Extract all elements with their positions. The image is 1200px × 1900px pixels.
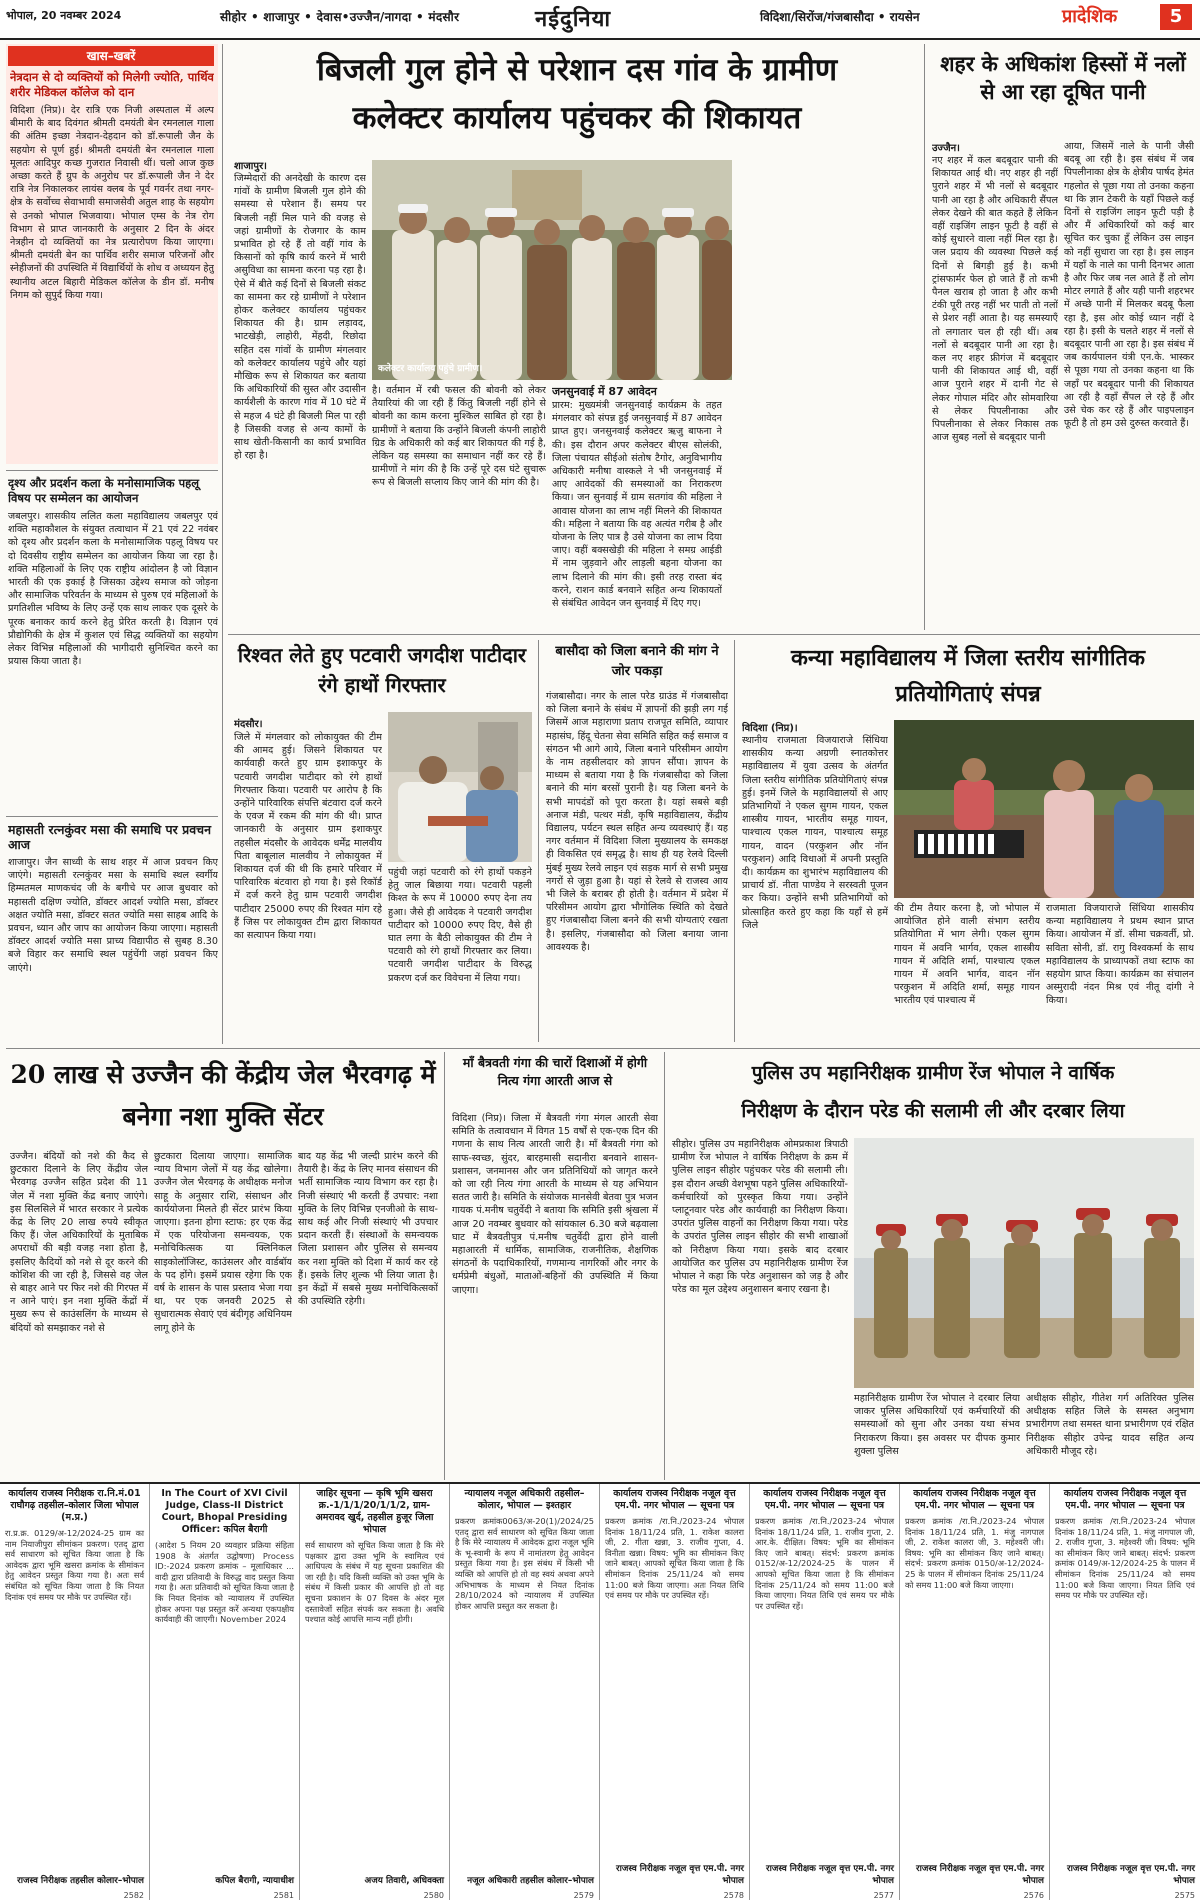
dirty-water-headline: शहर के अधिकांश हिस्सों में नलों से आ रहा दूषित पानी (940, 51, 1186, 104)
column-rule (538, 640, 539, 1042)
jail-col1: उज्जैन। बंदियों को नशे की कैद से छुटकारा दिलाने के लिए केंद्रीय जेल भैरवगढ़ उज्जैन सहित प्रदेश की 11 जेल में नशा मुक्ति केंद्र बनाए जाएंगे। इस सिलसिले में भारत सरकार ने प्रत्येक केंद्र के लिए 20 लाख रुपये स्वीकृत किए हैं। जेल अधिकारियों के मुताबिक अपराधों की बड़ी वजह नशा होता है, इसलिए कैदियों को नशे से दूर करने की कोशिश की जा रही है, जिससे वह जेल से बाहर आने पर फिर नशे की गिरफ्त में न आने पाएं। इन नशा मुक्ति केंद्रों में मुख्य रूप से काउंसलिंग के माध्यम से बंदियों को समझाकर नशे से (10, 1151, 148, 1334)
notice-card: जाहिर सूचना — कृषि भूमि खसरा क्र.-1/1/1/20/1/1/2, ग्राम-अमरावद खुर्द, तहसील हुजूर जिला भोपाल सर्व साधारण को सूचित किया जाता है कि मेरे पक्षकार द्वारा उक्त भूमि के स्वामित्व एवं आधिपत्य के संबंध में यह सूचना प्रकाशित की जा रही है। यदि किसी व्यक्ति को उक्त भूमि के संबंध में किसी प्रकार की आपत्ति हो तो वह सूचना प्रकाशन के 07 दिवस के अंदर मूल दस्तावेजों सहित संपर्क कर सकता है। अवधि पश्चात कोई आपत्ति मान्य नहीं होगी। अजय तिवारी, अधिवक्ता 2580 (300, 1484, 450, 1900)
jansunwai-story (552, 384, 722, 629)
jail-headline: 20 लाख से उज्जैन की केंद्रीय जेल भैरवगढ़ में बनेगा नशा मुक्ति सेंटर (10, 1060, 436, 1131)
jail-col2: छुटकारा दिलाया जाएगा। सामाजिक न्याय विभाग जेलों में यह केंद्र खोलेगा। उज्जैन जेल भैरवगढ़ के अधीक्षक मनोज साहू के अनुसार राशि, संसाधन और कार्ययोजना मिलते ही सेंटर प्रारंभ किया जाएगा। इतना होगा स्टाफ: हर एक केंद्र में एक परियोजना समन्वयक, एक मनोचिकित्सक या क्लिनिकल साइकोलॉजिस्ट, काउंसलर और वार्डबॉय के पद होंगे। इसमें प्रयास रहेगा कि एक वर्ष के शासन के पास प्रस्ताव भेजा गया था, पर एक जनवरी 2025 से सुधारात्मक सेवाएं एवं बंदीगृह अधिनियम लागू होने के (154, 1151, 292, 1334)
jail-col3: बाद यह केंद्र भी जल्दी प्रारंभ करने की तैयारी है। केंद्र के लिए मानव संसाधन की भर्ती सामाजिक न्याय विभाग कर रहा है। निजी संस्थाएं भी करती हैं उपचार: नशा मुक्ति के लिए विभिन्न एनजीओ के साथ-साथ कई और निजी संस्थाएं भी उपचार प्रदान करती हैं। संस्थाओं के समन्वयक जिला प्रशासन और पुलिस से समन्वय कर नशा मुक्ति को दिशा में कार्य कर रहे हैं। इसके लिए शुल्क भी लिया जाता है। इन केंद्रों में सबसे मुख्य मनोचिकित्सकों की उपस्थिति रहेगी। (298, 1151, 438, 1308)
column-rule (734, 640, 735, 1042)
edition-cities-left: सीहोर • शाजापुर • देवास•उज्जैन/नागदा • मंदसौर (220, 10, 460, 24)
conference-body: जबलपुर। शासकीय ललित कला महाविद्यालय जबलपुर एवं शक्ति महाकौशल के संयुक्त तत्वाधान में 21 एवं 22 नवंबर को दृश्य और प्रदर्शन कला के मनोसामाजिक पहलू विषय पर दो दिवसीय राष्ट्रीय सम्मेलन का आयोजन किया जा रहा है। शक्ति महिलाओं के लिए एक राष्ट्रीय आंदोलन है जो विज्ञान भारती की एक इकाई है जिसका उद्देश्य समाज को जोड़ना और सामाजिक परिवर्तन के माध्यम से पुरुष एवं महिलाओं के प्रगतिशील भविष्य के लिए उन्हें एक साथ लाकर एक दूसरे के पूरक बनाकर कार्य करने हेतु प्रेरित करती है। विज्ञान एवं प्रौद्योगिकी के क्षेत्र में कुशल एवं सिद्ध व्यक्तियों का सहयोग लेकर विभिन्न महिलाओं की भागीदारी सुनिश्चित करने का प्रयास किया जाता है। (8, 511, 218, 668)
college-headline: कन्या महाविद्यालय में जिला स्तरीय सांगीतिक प्रतियोगिताएं संपन्न (791, 645, 1145, 707)
divider (6, 470, 218, 471)
college-col1: विदिशा (निप्र)। स्थानीय राजमाता विजयाराजे सिंधिया शासकीय कन्या अग्रणी स्नातकोत्तर महाविद्यालय में युवा उत्सव के अंतर्गत जिला स्तरीय सांगीतिक प्रतियोगिताएं संपन्न हुई। इनमें जिले के महाविद्यालयों से आए प्रतिभागियों ने एकल सुगम गायन, एकल शास्त्रीय गायन, भारतीय समूह गायन, पाश्चात्य एकल गायन, पाश्चात्य समूह गायन, वादन (परकुशन और नॉन परकुशन) आदि विधाओं में अपनी प्रस्तुति दी। कार्यक्रम का शुभारंभ महाविद्यालय की प्राचार्य डॉ. नीता पाण्डेय ने सरस्वती पूजन कर किया। उन्होंने सभी प्रतिभागियों को प्रोत्साहित करते हुए कहा कि यहाँ से हमें जिले (742, 723, 888, 931)
notice-card: कार्यालय राजस्व निरीक्षक रा.नि.मं.01 राघौगढ़ तहसील–कोलार जिला भोपाल (म.प्र.) रा.प्र.क्र. 0129/अ-12/2024-25 ग्राम का नाम नियाजीपुरा सीमांकन प्रकरण। एतद् द्वारा सर्व साधारण को सूचित किया जाता है कि आवेदक द्वारा भूमि खसरा क्रमांक के सीमांकन हेतु आवेदन प्रस्तुत किया गया है। अतः सर्व संबंधित को सूचित किया जाता है कि नियत दिनांक एवं समय पर मौके पर उपस्थित रहें। राजस्व निरीक्षक तहसील कोलार–भोपाल 2582 (0, 1484, 150, 1900)
conference-headline: दृश्य और प्रदर्शन कला के मनोसामाजिक पहलू विषय पर सम्मेलन का आयोजन (8, 476, 200, 505)
khas-khabren-tag: खास–खबरें (8, 46, 214, 66)
police-col3: अधीक्षक सीहोर, गीतेश गर्ग अतिरिक्त पुलिस अधीक्षक सहित जिले के समस्त अनुभाग प्रभारीगण तथा समस्त थाना प्रभारीगण एवं रक्षित निरीक्षक सीहोर उपेन्द्र यादव सहित अन्य अधिकारी मौजूद रहे। (1026, 1393, 1194, 1457)
police-col2: महानिरीक्षक ग्रामीण रेंज भोपाल ने दरबार लिया जाकर पुलिस अधिकारियों एवं कर्मचारियों की समस्याओं को सुना और उनका यथा संभव निराकरण किया। इस अवसर पर दीपक कुमार शुक्ला पुलिस (854, 1393, 1020, 1457)
divider (6, 1048, 1200, 1049)
dirty-water-col2: आया, जिसमें नाले के पानी जैसी बदबू आ रही है। इस संबंध में जब पिपलीनाका क्षेत्र के क्षेत्रीय पार्षद हेमंत गहलोत से पूछा गया तो उनका कहना था कि ज्ञान टेकरी के यहाँ पिछले कई दिनों से राइजिंग लाइन फूटी पड़ी है और मैं अधिकारियों को कई बार सूचित कर चुका हूँ लेकिन उस लाइन को नहीं सुधारा जा रहा है। इस लाइन में यहाँ के नाले का पानी दिनभर आता है और फिर जब नल आते हैं तो लोग मोटर लगाते हैं और यही पानी शहरभर में अच्छे पानी में मिलकर बदबू फैला रहा है, इस ओर कोई ध्यान नहीं दे रहा है। इसी के चलते शहर में नलों से बदबूदार पानी आ रहा है। इस संबंध में जब कार्यपालन यंत्री एन.के. भास्कर से पूछा गया तो उनका कहना था कि जहाँ पर बदबूदार पानी की शिकायत आ रही है वहाँ सैंपल ले रहे हैं और उसे चेक कर रहे हैं और पाइपलाइन फूटी है तो हम उसे दुरुस्त करवाते हैं। (1064, 141, 1194, 430)
column-rule (444, 1052, 445, 1480)
page-header (0, 0, 1200, 40)
column-rule (924, 44, 925, 630)
divider (6, 816, 218, 817)
column-rule (664, 1052, 665, 1480)
patwari-arrest-photo (388, 712, 532, 862)
classified-notices (0, 1482, 1200, 1900)
issue-date: भोपाल, 20 नवम्बर 2024 (6, 9, 122, 22)
basoda-headline: बासौदा को जिला बनाने की मांग ने जोर पकड़ा (555, 644, 719, 679)
lead-body-col2: है। वर्तमान में रबी फसल की बोवनी को लेकर तैयारियां की जा रही हैं किंतु बिजली नहीं होने से बोवनी का काम करना मुश्किल साबित हो रहा है। ग्रामीणों ने बताया कि उन्होंने बिजली कंपनी लाहोरी ग्रिड के अधिकारी को कई बार शिकायत की गई है, लेकिन यह समस्या का समाधान नहीं कर रहे हैं। ग्रामीणों ने मांग की है कि उन्हें पूरे दस घंटे सुचारू रूप से बिजली सप्लाय किए जाने की मांग की है। (372, 385, 546, 489)
bribe-headline: रिश्वत लेते हुए पटवारी जगदीश पाटीदार रंगे हाथों गिरफ्तार (237, 643, 527, 697)
college-col3: राजमाता विजयाराजे सिंधिया शासकीय कन्या महाविद्यालय ने प्रथम स्थान प्राप्त किया। आयोजन में डॉ. सीमा चक्रवर्ती, प्रो. सविता सोनी, डॉ. रागु विश्वकर्मा के साथ महाविद्यालय के प्राध्यापकों तथा स्टाफ का सहयोग प्राप्त किया। कार्यक्रम का संचालन अस्मुरादी नंदन मिश्र एवं नीतू दांगी ने किया। (1046, 903, 1194, 1007)
pravachan-body: शाजापुर। जैन साध्वी के साथ शहर में आज प्रवचन किए जाएंगे। महासती रत्नकुंवर मसा के समाधि स्थल स्वर्गीय हिम्मतमल माणकचंद जी के बगीचे पर आज बुधवार को महासती दक्षिण ज्योति, डॉक्टर आदर्श ज्योति मसा, डॉक्टर अक्षत ज्योति मसा, डॉक्टर सतत ज्योति मसा साहब आदि के प्रवचन, ध्यान और जाप का आयोजन किया जाएगा। महासती डॉक्टर आदर्श ज्योति मसा प्राच्य विद्यापीठ से सुबह 8.30 बजे विहार कर समाधि स्थल पहुंचेंगी जहां प्रवचन किए जाएंगे। (8, 857, 218, 974)
edition-cities-right: विदिशा/सिरोंज/गंजबासौदा • रायसेन (760, 10, 920, 24)
notice-card: In The Court of XVI Civil Judge, Class-II District Court, Bhopal Presiding Officer: कपिल बैरागी (आदेश 5 नियम 20 व्यवहार प्रक्रिया संहिता 1908 के अंतर्गत उद्घोषणा) Process ID:-2024 प्रकरण क्रमांक – मूलाधिकार ... वादी द्वारा प्रतिवादी के विरुद्ध वाद प्रस्तुत किया गया है। अतः प्रतिवादी को सूचित किया जाता है कि नियत दिनांक को न्यायालय में उपस्थित होकर अपना पक्ष प्रस्तुत करें अन्यथा एकपक्षीय कार्यवाही की जाएगी। November 2024 कपिल बैरागी, न्यायाधीश 2581 (150, 1484, 300, 1900)
divider (228, 634, 1200, 635)
dirty-water-col1: उज्जैन। नए शहर में कल बदबूदार पानी की शिकायत आई थी। नए शहर ही नहीं पुराने शहर में भी नलों से बदबूदार पानी आ रहा है और अधिकारी सैंपल लेकर देखने की बात कहते हैं लेकिन वहीं राइजिंग लाइन फूटी है वहीं से कोई सुधारने वाला नहीं मिल रहा है। जल प्रदाय की व्यवस्था पिछले कई दिनों से बिगड़ी हुई है। कभी ट्रांसफार्मर फेल हो जाते हैं तो कभी पैनल खराब हो जाता है और कभी टंकी पूरी तरह नहीं भर पाती तो नलों से प्रेशर नहीं आता है। यह समस्याएँ तो लगातार चल ही रही थीं। अब नलों से बदबूदार पानी आ रहा है। कल नए शहर फ्रीगंज में बदबूदार पानी की शिकायत आई थी, वहीं आज पुराने शहर में दानी गेट से लेकर गोपाल मंदिर और सोमवारिया से लेकर पिपलीनाका और पिपलीनाका से लेकर निकास तक आज सुबह नलों से बदबूदार पानी (932, 143, 1058, 444)
column-rule (222, 44, 223, 1044)
notice-card: कार्यालय राजस्व निरीक्षक नजूल वृत्त एम.पी. नगर भोपाल — सूचना पत्र प्रकरण क्रमांक /रा.नि./2023-24 भोपाल दिनांक 18/11/24 प्रति, 1. राजीव गुप्ता, 2. आर.के. दीक्षित। विषय: भूमि का सीमांकन किए जाने बाबत्। संदर्भ: प्रकरण क्रमांक 0152/अ-12/2024-25 के पालन में आपको सूचित किया जाता है कि सीमांकन दिनांक 25/11/24 को समय 11:00 बजे किया जाएगा। नियत तिथि एवं समय पर मौके पर उपस्थित रहें। राजस्व निरीक्षक नजूल वृत्त एम.पी. नगर भोपाल 2577 (750, 1484, 900, 1900)
pravachan-story (8, 822, 218, 1037)
notice-card: कार्यालय राजस्व निरीक्षक नजूल वृत्त एम.पी. नगर भोपाल — सूचना पत्र प्रकरण क्रमांक /रा.नि./2023-24 भोपाल दिनांक 18/11/24 प्रति, 1. राकेश कालरा जी, 2. गीता खन्ना, 3. राजीव गुप्ता, 4. विनीता खन्ना। विषय: भूमि का सीमांकन किए जाने बाबत्। आपको सूचित किया जाता है कि सीमांकन दिनांक 25/11/24 को समय 11:00 बजे किया जाएगा। अतः नियत तिथि एवं समय पर मौके पर उपस्थित रहें। राजस्व निरीक्षक नजूल वृत्त एम.पी. नगर भोपाल 2578 (600, 1484, 750, 1900)
college-col2: की टीम तैयार करना है, जो भोपाल में आयोजित होने वाली संभाग स्तरीय प्रतियोगिता में भाग लेगी। एकल सुगम गायन में अवनि भार्गव, एकल शास्त्रीय गायन में अदिति शर्मा, पाश्चात्य एकल गायन में अवनि भार्गव, वादन नॉन परकुशन में अदिति शर्मा, समूह गायन भारतीय एवं पाश्चात्य में (894, 903, 1040, 1007)
eye-donation-story (10, 70, 214, 462)
lead-headline: बिजली गुल होने से परेशान दस गांव के ग्रामीण कलेक्टर कार्यालय पहुंचकर की शिकायत (316, 52, 838, 136)
ganga-headline: माँ बैत्रवती गंगा की चारों दिशाओं में होगी नित्य गंगा आरती आज से (462, 1055, 648, 1088)
section-name: प्रादेशिक (1062, 6, 1118, 27)
conference-story (8, 476, 218, 806)
basoda-body: गंजबासौदा। नगर के लाल परेड ग्राउंड में गंजबासौदा को जिला बनाने के संबंध में ज्ञापनों की झड़ी लग गई जिसमें आज महाराणा प्रताप राजपूत समिति, व्यापार महासंघ, हिंदू चेतना सेवा समिति सहित कई समाज व संगठन भी आगे आये, जिला बनाने परिसीमन आयोग के नाम तहसीलदार को ज्ञापन सौंपा। ज्ञापन के माध्यम से बताया गया है कि गंजबासौदा को जिला बनाने की मांग बरसों पुरानी है। यह जिला बनने के सभी मापदंडों को पूरा करता है। यहां सबसे बड़ी अनाज मंडी, पत्थर मंडी, कृषि महाविद्यालय, केंद्रीय विद्यालय, पर्यटन स्थल सहित अन्य व्यवस्थाएं हैं। यह नगर वर्तमान में विदिशा जिला मुख्यालय के समकक्ष ही विकसित एवं समृद्ध है। साथ ही यह रेलवे दिल्ली मुंबई मुख्य रेलवे लाइन एवं सड़क मार्ग से सभी प्रमुख नगरों से जुड़ा हुआ है। यहां से रेलवे से राजस्व आय भी जिले के बराबर ही होती है। वर्तमान में प्रदेश में परिसीमन आयोग द्वारा भौगोलिक स्थिति को देखते हुए गंजबासौदा जिला बनने की सभी योग्यताएं रखता है। इसलिए, गंजबासौदा को जिला बनाया जाना आवश्यक है। (546, 691, 728, 953)
eye-donation-body: विदिशा (निप्र)। देर रात्रि एक निजी अस्पताल में अल्प बीमारी के बाद दिवंगत श्रीमती दमयंती बेन रमनलाल गाला की अंतिम इच्छा नेत्रदान-देहदान को डॉ.रूपाली जैन के सहयोग से पूर्ण हुई। श्रीमती दमयंती बेन रमनलाल गाला मूलतः आदिपुर कच्छ गुजरात निवासी थीं। चलो आज कुछ अच्छा करते हैं ग्रुप के अनुरोध पर डॉ.रूपाली जैन ने देर रात्रि नेत्र निकालकर लायंस क्लब के पूर्व गवर्नर तथा नगर-क्षेत्र के सर्वोच्च सेवाभावी समाजसेवी अतुल शाह के सहयोग से उनको भोपाल भिजवाया। भोपाल एम्स के नेत्र रोग विभाग से प्राप्त जानकारी के अनुसार 2 दिन के अंदर नेत्रहीन दो व्यक्तियों का नेत्र प्रत्यारोपण किया जाएगा। श्रीमती दमयंती बेन का पार्थिव शरीर समाज परिजनों और स्नेहीजनों की उपस्थिति में विद्यार्थियों के शोध व अध्ययन हेतु स्थानीय अटल बिहारी मेडिकल कॉलेज के डीन डॉ. मनीष निगम को सुपुर्द किया गया। (10, 105, 214, 301)
villagers-photo-caption: कलेक्टर कार्यालय पहुंचे ग्रामीण। (378, 364, 483, 374)
police-col1: सीहोर। पुलिस उप महानिरीक्षक ओमप्रकाश त्रिपाठी ग्रामीण रेंज भोपाल ने वार्षिक निरीक्षण के क्रम में पुलिस लाइन सीहोर पहुंचकर परेड की सलामी ली। इस दौरान अच्छी वेशभूषा पहने पुलिस अधिकारियों-कर्मचारियों को पुरस्कृत किया गया। उन्होंने प्लाटूनवार परेड और कार्यवाही का निरीक्षण किया। उपरांत पुलिस वाहनों का निरीक्षण किया गया। परेड के उपरांत पुलिस लाइन सीहोर की सभी शाखाओं को निरीक्षण किया गया। इसके बाद दरबार आयोजित कर पुलिस उप महानिरीक्षक ग्रामीण रेंज भोपाल ने कहा कि परेड अनुशासन को जड़ है और परेड का मूल उद्देश्य अनुशासन बनाए रखना है। (672, 1139, 848, 1296)
police-headline: पुलिस उप महानिरीक्षक ग्रामीण रेंज भोपाल ने वार्षिक निरीक्षण के दौरान परेड की सलामी ली और दरबार लिया (741, 1062, 1125, 1122)
police-parade-photo (854, 1138, 1194, 1388)
notice-card: न्यायालय नजूल अधिकारी तहसील–कोलार, भोपाल — इश्तहार प्रकरण क्रमांक0063/अ-20(1)/2024/25 एतद् द्वारा सर्व साधारण को सूचित किया जाता है कि मेरे न्यायालय में आवेदक द्वारा नजूल भूमि के भू-स्वामी के रूप में नामांतरण हेतु आवेदन प्रस्तुत किया गया है। इस संबंध में किसी भी व्यक्ति को आपत्ति हो तो वह स्वयं अथवा अपने अभिभाषक के माध्यम से नियत दिनांक 28/10/2024 को न्यायालय में उपस्थित होकर आपत्ति प्रस्तुत कर सकता है। नजूल अधिकारी तहसील कोलार–भोपाल 2579 (450, 1484, 600, 1900)
ganga-body: विदिशा (निप्र)। जिला में बैत्रवती गंगा मंगल आरती सेवा समिति के तत्वावधान में विगत 15 वर्षों से एक-एक दिन की गणना के साथ नित्य आरती जारी है। माँ बैत्रवती गंगा को साफ-स्वच्छ, सुंदर, बारहमासी सदानीरा बनवाने शासन-प्रशासन, जनमानस और जन प्रतिनिधियों को जागृत करने को जा रही नित्य गंगा आरती के माध्यम से यह अभियान सतत जारी है। समिति के संयोजक मानसेवी बेतवा पुत्र भजन गायक पं.मनीष चतुर्वेदी ने बताया कि समिति इसी श्रृंखला में आज 20 नवम्बर बुधवार को सांयकाल 6.30 बजे बढ़वाला घाट में बैत्रवतीपुत्र पं.मनीष चतुर्वेदी द्वारा होने वाली महाआरती में धार्मिक, सामाजिक, राजनीतिक, शैक्षणिक संगठनों के पदाधिकारियों, गणमान्य नागरिकों और नगर के धर्मप्रेमी बंधुओं, माताओं-बहिनों की उपस्थिति में किया जाएगा। (452, 1113, 658, 1296)
jansunwai-continued (736, 160, 916, 629)
pravachan-headline: महासती रत्नकुंवर मसा की समाधि पर प्रवचन आज (8, 822, 212, 852)
eye-donation-headline: नेत्रदान से दो व्यक्तियों को मिलेगी ज्योति, पार्थिव शरीर मेडिकल कॉलेज को दान (10, 70, 214, 99)
bribe-col2: पहुंची जहां पटवारी को रंगे हाथों पकड़ने हेतु जाल बिछाया गया। पटवारी पहली किश्त के रूप में 10000 रुपए देना तय हुआ। जैसे ही आवेदक ने पटवारी जगदीश पाटीदार को 10000 रुपए दिए, वैसे ही घात लगा के बैठी लोकायुक्त की टीम ने पटवारी को रंगे हाथों गिरफ्तार कर लिया। पटवारी जगदीश पाटीदार के विरुद्ध प्रकरण दर्ज कर विवेचना में लिया गया। (388, 867, 532, 984)
masthead-logo: नईदुनिया (535, 6, 612, 32)
jansunwai-body: प्रारम: मुख्यमंत्री जनसुनवाई कार्यक्रम के तहत मंगलवार को संपन्न हुई जनसुनवाई में 87 आवेदन प्राप्त हुए। जनसुनवाई कलेक्टर ऋजु बाफना ने की। इस दौरान अपर कलेक्टर बीएस सोलंकी, जिला पंचायत सीईओ संतोष टैगोर, अनुविभागीय अधिकारी मनीषा वास्कले ने भी जनसुनवाई में आए आवेदकों की समस्याओं का निराकरण किया। जन सुनवाई में ग्राम सतगांव की महिला ने आवास योजना का लाभ नहीं मिलने की शिकायत की। महिला ने बताया कि वह अत्यंत गरीब है और योजना के लिए पात्र है उसे योजना का लाभ दिया जाए। वहीं बक्सखेड़ी की महिला ने समग्र आईडी में नाम जुड़वाने और लाड़ली बहना योजना का लाभ दिलाने की मांग की। इसी तरह रास्ता बंद करने, राशन कार्ड बनवाने सहित अन्य शिकायतों से संबंधित आवेदन जन सुनवाई में दिए गए। (552, 400, 722, 610)
notice-card: कार्यालय राजस्व निरीक्षक नजूल वृत्त एम.पी. नगर भोपाल — सूचना पत्र प्रकरण क्रमांक /रा.नि./2023-24 भोपाल दिनांक 18/11/24 प्रति, 1. मंजु नागपाल जी, 2. राजीव गुप्ता, 3. महेश्वरी जी। विषय: भूमि का सीमांकन किए जाने बाबत्। संदर्भ: प्रकरण क्रमांक 0149/अ-12/2024-25 के पालन में सीमांकन दिनांक 25/11/24 को समय 11:00 बजे किया जाएगा। नियत तिथि एवं समय पर मौके पर उपस्थित रहें। राजस्व निरीक्षक नजूल वृत्त एम.पी. नगर भोपाल 2575 (1055, 1488, 1195, 1900)
page-number: 5 (1160, 4, 1192, 30)
lead-body-col1: शाजापुर। जिम्मेदारों की अनदेखी के कारण दस गांवों के ग्रामीण बिजली गुल होने की समस्या से परेशान हैं। समय पर बिजली नहीं मिल पाने की वजह से जहां ग्रामीणों के रोजगार के काम प्रभावित हो रहे हैं तो वहीं गांव के किसानों को कृषि कार्य करने में भारी असुविधा का सामना करना पड़ रहा है। ऐसे में बीते कई दिनों से बिजली संकट का सामना कर रहे ग्रामीणों ने परेशान होकर कलेक्टर कार्यालय पहुंचकर शिकायत की है। ग्राम लड़ावद, भाटखेड़ी, लाहोरी, मेंहदी, रिछोदा सहित दस गांवों के ग्रामीण मंगलवार को कलेक्टर कार्यालय पहुंचे और यहां मौखिक रूप से शिकायत कर बताया कि अधिकारियों की सुस्त और उदासीन कार्यशैली के कारण गांव में 10 घंटे में से महज 4 घंटे ही बिजली मिल पा रही है जिसकी वजह से अन्य कामों के साथ खेती-किसानी का कार्य प्रभावित हो रहा है। (234, 161, 366, 462)
notice-card: कार्यालय राजस्व निरीक्षक नजूल वृत्त एम.पी. नगर भोपाल — सूचना पत्र प्रकरण क्रमांक /रा.नि./2023-24 भोपाल दिनांक 18/11/24 प्रति, 1. मंजु नागपाल जी, 2. राकेश कालरा जी, 3. महेश्वरी जी। विषय: भूमि का सीमांकन किए जाने बाबत्। संदर्भ: प्रकरण क्रमांक 0150/अ-12/2024-25 के पालन में सीमांकन दिनांक 25/11/24 को समय 11:00 बजे किया जाएगा। राजस्व निरीक्षक नजूल वृत्त एम.पी. नगर भोपाल 2576 (900, 1484, 1050, 1900)
music-competition-photo (894, 720, 1194, 898)
jansunwai-headline: जनसुनवाई में 87 आवेदन (552, 385, 657, 398)
bribe-col1: मंदसौर। जिले में मंगलवार को लोकायुक्त की टीम की आमद हुई। जिसने शिकायत पर कार्यवाही करते हुए ग्राम इशाकपुर के पटवारी जगदीश पाटीदार को रंगे हाथों गिरफ्तार किया। पटवारी पर आरोप है कि उन्होंने पारिवारिक संपत्ति बंटवारा दर्ज करने के एवज में रकम की मांग की थी। प्राप्त जानकारी के अनुसार ग्राम इशाकपुर तहसील मंदसौर के आवेदक धर्मेंद्र मालवीय पिता बाबूलाल मालवीय ने लोकायुक्त में शिकायत दर्ज की थी कि हमारे परिवार में पारिवारिक बंटवारा हो गया है। इसे रिकॉर्ड में दर्ज करने हेतु ग्राम पटवारी जगदीश पाटीदार 25000 रुपए की रिश्वत मांग रहे हैं जिस पर लोकायुक्त टीम द्वारा शिकायत का सत्यापन किया गया। (234, 719, 382, 942)
villagers-photo (372, 160, 732, 380)
